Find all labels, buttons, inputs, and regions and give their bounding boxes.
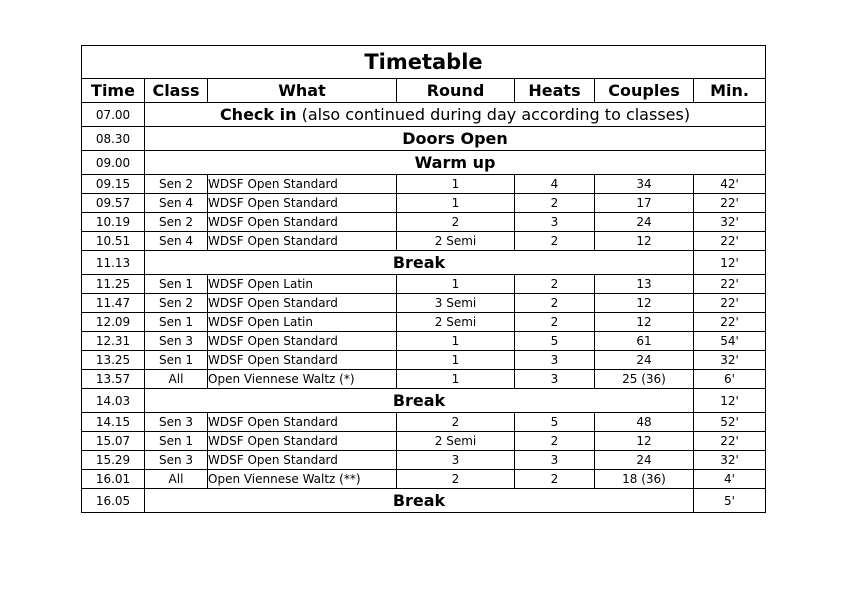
time-cell: 08.30: [82, 127, 145, 151]
event-label-bold: Warm up: [414, 153, 496, 172]
table-row: [82, 232, 766, 251]
time-cell: 13.57: [82, 370, 145, 389]
min-cell: 22': [694, 294, 766, 313]
event-label-bold: Break: [392, 491, 446, 510]
heats-cell: 2: [515, 432, 595, 451]
couples-cell: 61: [595, 332, 694, 351]
time-cell: 16.05: [82, 489, 145, 513]
couples-cell: 48: [595, 413, 694, 432]
heats-cell: 2: [515, 275, 595, 294]
couples-cell: 12: [595, 232, 694, 251]
event-label-bold: Check in: [219, 105, 297, 124]
heats-cell: 2: [515, 470, 595, 489]
time-cell: 11.25: [82, 275, 145, 294]
timetable: [81, 45, 766, 513]
round-cell: 1: [397, 370, 515, 389]
min-cell: 12': [694, 251, 766, 275]
time-cell: 12.09: [82, 313, 145, 332]
couples-cell: 12: [595, 432, 694, 451]
what-cell: WDSF Open Standard: [208, 332, 397, 351]
couples-cell: 24: [595, 451, 694, 470]
what-cell: WDSF Open Latin: [208, 275, 397, 294]
what-cell: WDSF Open Standard: [208, 413, 397, 432]
time-cell: 10.19: [82, 213, 145, 232]
min-cell: 54': [694, 332, 766, 351]
event-label-cell: [145, 127, 766, 151]
min-cell: 32': [694, 351, 766, 370]
heats-cell: 2: [515, 232, 595, 251]
event-label-bold: Break: [392, 391, 446, 410]
class-cell: Sen 4: [145, 232, 208, 251]
round-cell: 1: [397, 175, 515, 194]
what-cell: WDSF Open Standard: [208, 351, 397, 370]
time-cell: 15.29: [82, 451, 145, 470]
time-cell: 15.07: [82, 432, 145, 451]
heats-cell: 5: [515, 332, 595, 351]
heats-cell: 3: [515, 213, 595, 232]
table-row: [82, 432, 766, 451]
round-cell: 2 Semi: [397, 313, 515, 332]
what-cell: WDSF Open Latin: [208, 313, 397, 332]
header-couples: Couples: [595, 79, 694, 103]
min-cell: 4': [694, 470, 766, 489]
event-row: [82, 151, 766, 175]
what-cell: Open Viennese Waltz (**): [208, 470, 397, 489]
class-cell: Sen 1: [145, 275, 208, 294]
event-label-cell: [145, 389, 694, 413]
couples-cell: 24: [595, 213, 694, 232]
min-cell: 52': [694, 413, 766, 432]
class-cell: Sen 2: [145, 213, 208, 232]
table-row: [82, 332, 766, 351]
class-cell: Sen 3: [145, 332, 208, 351]
couples-cell: 17: [595, 194, 694, 213]
time-cell: 11.13: [82, 251, 145, 275]
event-row: [82, 489, 766, 513]
event-label-cell: [145, 151, 766, 175]
table-row: [82, 175, 766, 194]
table-row: [82, 313, 766, 332]
table-row: [82, 213, 766, 232]
class-cell: Sen 1: [145, 351, 208, 370]
event-label-cell: [145, 103, 766, 127]
min-cell: 22': [694, 275, 766, 294]
heats-cell: 2: [515, 294, 595, 313]
class-cell: Sen 2: [145, 294, 208, 313]
time-cell: 14.15: [82, 413, 145, 432]
class-cell: Sen 1: [145, 313, 208, 332]
what-cell: WDSF Open Standard: [208, 451, 397, 470]
round-cell: 1: [397, 351, 515, 370]
min-cell: 12': [694, 389, 766, 413]
time-cell: 14.03: [82, 389, 145, 413]
event-row: [82, 103, 766, 127]
min-cell: 6': [694, 370, 766, 389]
what-cell: WDSF Open Standard: [208, 294, 397, 313]
time-cell: 07.00: [82, 103, 145, 127]
heats-cell: 3: [515, 451, 595, 470]
couples-cell: 34: [595, 175, 694, 194]
event-label-cell: [145, 251, 694, 275]
min-cell: 32': [694, 213, 766, 232]
round-cell: 1: [397, 332, 515, 351]
what-cell: WDSF Open Standard: [208, 194, 397, 213]
min-cell: 22': [694, 232, 766, 251]
table-row: [82, 413, 766, 432]
heats-cell: 2: [515, 194, 595, 213]
heats-cell: 3: [515, 370, 595, 389]
round-cell: 2: [397, 413, 515, 432]
event-label-rest: (also continued during day according to classes): [296, 105, 691, 124]
class-cell: Sen 1: [145, 432, 208, 451]
min-cell: 22': [694, 194, 766, 213]
round-cell: 2 Semi: [397, 432, 515, 451]
header-class: Class: [145, 79, 208, 103]
event-label-bold: Doors Open: [402, 129, 508, 148]
couples-cell: 13: [595, 275, 694, 294]
header-round: Round: [397, 79, 515, 103]
min-cell: 22': [694, 313, 766, 332]
round-cell: 1: [397, 275, 515, 294]
time-cell: 10.51: [82, 232, 145, 251]
round-cell: 2: [397, 470, 515, 489]
round-cell: 2: [397, 213, 515, 232]
time-cell: 16.01: [82, 470, 145, 489]
table-row: [82, 294, 766, 313]
couples-cell: 24: [595, 351, 694, 370]
event-row: [82, 251, 766, 275]
couples-cell: 12: [595, 294, 694, 313]
min-cell: 22': [694, 432, 766, 451]
couples-cell: 12: [595, 313, 694, 332]
header-time: Time: [82, 79, 145, 103]
time-cell: 09.15: [82, 175, 145, 194]
class-cell: All: [145, 370, 208, 389]
what-cell: WDSF Open Standard: [208, 175, 397, 194]
header-heats: Heats: [515, 79, 595, 103]
what-cell: WDSF Open Standard: [208, 432, 397, 451]
class-cell: Sen 3: [145, 451, 208, 470]
what-cell: WDSF Open Standard: [208, 213, 397, 232]
time-cell: 09.00: [82, 151, 145, 175]
table-row: [82, 275, 766, 294]
event-label-bold: Break: [392, 253, 446, 272]
round-cell: 3 Semi: [397, 294, 515, 313]
time-cell: 11.47: [82, 294, 145, 313]
round-cell: 2 Semi: [397, 232, 515, 251]
header-min: Min.: [694, 79, 766, 103]
what-cell: WDSF Open Standard: [208, 232, 397, 251]
heats-cell: 5: [515, 413, 595, 432]
timetable-title: Timetable: [82, 46, 766, 79]
table-row: [82, 370, 766, 389]
event-label-cell: [145, 489, 694, 513]
header-row: [82, 79, 766, 103]
what-cell: Open Viennese Waltz (*): [208, 370, 397, 389]
time-cell: 09.57: [82, 194, 145, 213]
couples-cell: 25 (36): [595, 370, 694, 389]
time-cell: 12.31: [82, 332, 145, 351]
table-row: [82, 351, 766, 370]
min-cell: 42': [694, 175, 766, 194]
event-row: [82, 389, 766, 413]
header-what: What: [208, 79, 397, 103]
time-cell: 13.25: [82, 351, 145, 370]
min-cell: 32': [694, 451, 766, 470]
heats-cell: 4: [515, 175, 595, 194]
class-cell: Sen 2: [145, 175, 208, 194]
class-cell: All: [145, 470, 208, 489]
table-row: [82, 194, 766, 213]
table-row: [82, 451, 766, 470]
min-cell: 5': [694, 489, 766, 513]
round-cell: 1: [397, 194, 515, 213]
table-row: [82, 470, 766, 489]
round-cell: 3: [397, 451, 515, 470]
heats-cell: 3: [515, 351, 595, 370]
class-cell: Sen 3: [145, 413, 208, 432]
heats-cell: 2: [515, 313, 595, 332]
class-cell: Sen 4: [145, 194, 208, 213]
couples-cell: 18 (36): [595, 470, 694, 489]
event-row: [82, 127, 766, 151]
